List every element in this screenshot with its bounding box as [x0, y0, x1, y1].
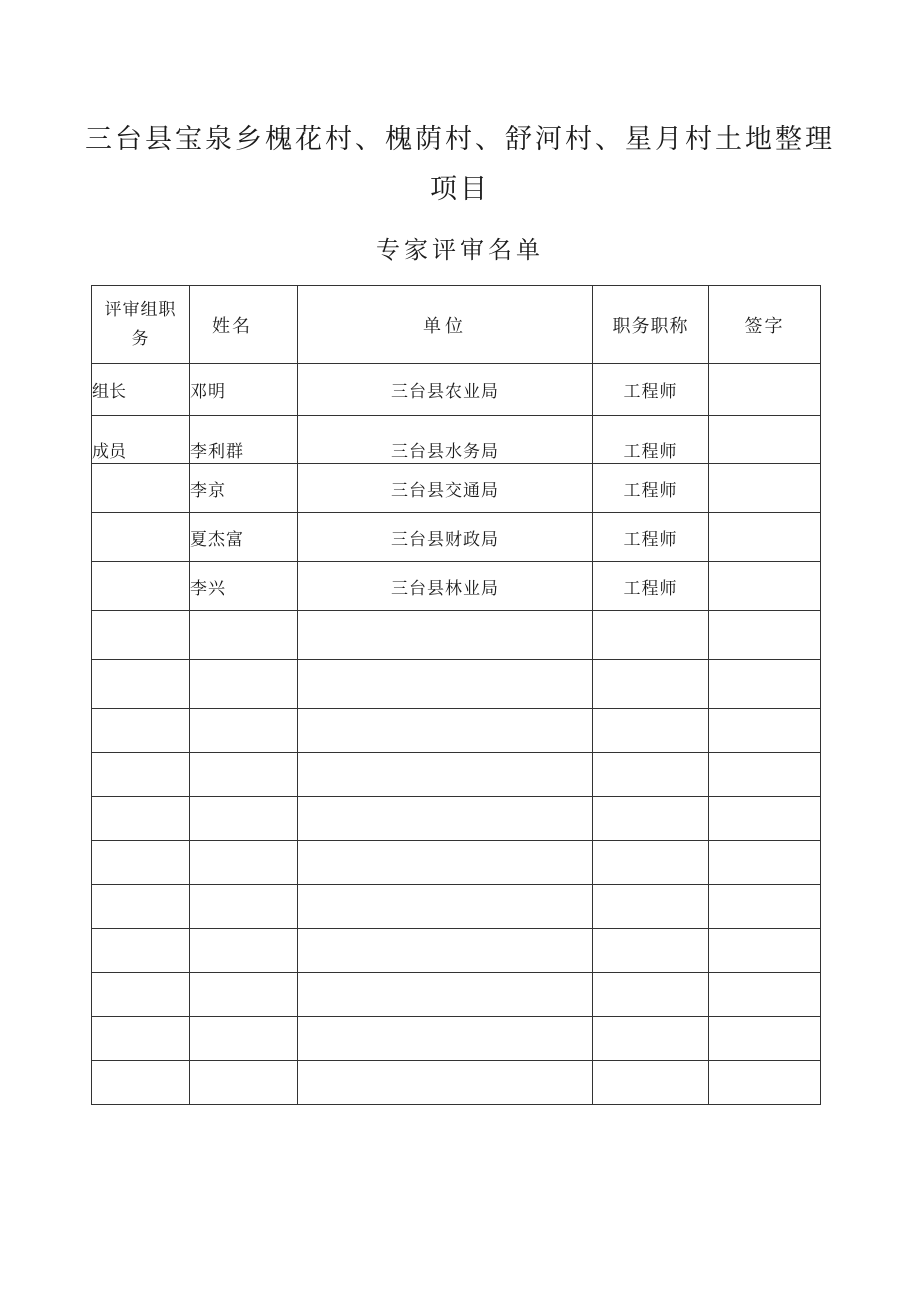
cell-role: 成员 — [92, 416, 190, 464]
cell-unit: 三台县交通局 — [298, 464, 593, 513]
document-title-line2: 项目 — [430, 174, 490, 205]
empty-cell[interactable] — [593, 1061, 709, 1105]
empty-cell[interactable] — [709, 660, 821, 709]
empty-cell[interactable] — [190, 660, 298, 709]
empty-cell[interactable] — [190, 753, 298, 797]
table-row — [92, 416, 821, 464]
table-header-row — [92, 286, 821, 364]
cell-role: 组长 — [92, 364, 190, 416]
empty-cell[interactable] — [709, 885, 821, 929]
empty-cell[interactable] — [709, 841, 821, 885]
empty-cell[interactable] — [92, 1061, 190, 1105]
empty-cell[interactable] — [298, 660, 593, 709]
empty-cell[interactable] — [298, 841, 593, 885]
empty-cell[interactable] — [593, 660, 709, 709]
empty-row — [92, 797, 821, 841]
empty-cell[interactable] — [190, 709, 298, 753]
cell-unit: 三台县水务局 — [298, 416, 593, 464]
empty-cell[interactable] — [190, 841, 298, 885]
cell-role — [92, 464, 190, 513]
empty-cell[interactable] — [190, 1017, 298, 1061]
empty-row — [92, 1017, 821, 1061]
empty-cell[interactable] — [593, 709, 709, 753]
empty-cell[interactable] — [593, 885, 709, 929]
empty-cell[interactable] — [298, 753, 593, 797]
empty-cell[interactable] — [593, 973, 709, 1017]
empty-cell[interactable] — [190, 973, 298, 1017]
empty-row — [92, 841, 821, 885]
cell-signature[interactable] — [709, 464, 821, 513]
empty-cell[interactable] — [92, 973, 190, 1017]
empty-cell[interactable] — [298, 611, 593, 660]
empty-row — [92, 929, 821, 973]
empty-cell[interactable] — [92, 660, 190, 709]
empty-cell[interactable] — [92, 1017, 190, 1061]
header-role — [92, 286, 190, 364]
document-title-line1: 三台县宝泉乡槐花村、槐荫村、舒河村、星月村土地整理 — [85, 124, 835, 155]
empty-cell[interactable] — [92, 797, 190, 841]
header-role-line1: 评审组职 — [104, 299, 177, 320]
cell-signature[interactable] — [709, 416, 821, 464]
cell-name: 李兴 — [190, 562, 298, 611]
empty-cell[interactable] — [190, 797, 298, 841]
empty-cell[interactable] — [593, 797, 709, 841]
table-row — [92, 513, 821, 562]
table-row — [92, 364, 821, 416]
cell-role — [92, 513, 190, 562]
empty-cell[interactable] — [298, 1061, 593, 1105]
empty-cell[interactable] — [92, 611, 190, 660]
cell-name: 李利群 — [190, 416, 298, 464]
header-name: 姓名 — [190, 286, 298, 364]
header-title: 职务职称 — [593, 286, 709, 364]
empty-cell[interactable] — [593, 753, 709, 797]
empty-cell[interactable] — [709, 753, 821, 797]
cell-unit: 三台县财政局 — [298, 513, 593, 562]
cell-signature[interactable] — [709, 513, 821, 562]
empty-row — [92, 709, 821, 753]
empty-cell[interactable] — [298, 1017, 593, 1061]
cell-title: 工程师 — [593, 464, 709, 513]
empty-cell[interactable] — [190, 1061, 298, 1105]
header-signature: 签字 — [709, 286, 821, 364]
empty-cell[interactable] — [298, 885, 593, 929]
empty-cell[interactable] — [709, 1061, 821, 1105]
empty-row — [92, 885, 821, 929]
cell-role — [92, 562, 190, 611]
empty-cell[interactable] — [190, 611, 298, 660]
empty-row — [92, 611, 821, 660]
empty-cell[interactable] — [92, 929, 190, 973]
empty-cell[interactable] — [298, 929, 593, 973]
cell-title: 工程师 — [593, 513, 709, 562]
empty-row — [92, 1061, 821, 1105]
empty-row — [92, 753, 821, 797]
cell-name: 夏杰富 — [190, 513, 298, 562]
cell-name: 邓明 — [190, 364, 298, 416]
cell-title: 工程师 — [593, 364, 709, 416]
empty-cell[interactable] — [709, 929, 821, 973]
cell-name: 李京 — [190, 464, 298, 513]
empty-cell[interactable] — [593, 1017, 709, 1061]
empty-cell[interactable] — [92, 709, 190, 753]
empty-cell[interactable] — [709, 973, 821, 1017]
empty-cell[interactable] — [298, 709, 593, 753]
cell-signature[interactable] — [709, 364, 821, 416]
cell-signature[interactable] — [709, 562, 821, 611]
document-subtitle: 专家评审名单 — [376, 236, 544, 264]
table-row — [92, 562, 821, 611]
cell-unit: 三台县农业局 — [298, 364, 593, 416]
empty-cell[interactable] — [709, 797, 821, 841]
empty-cell[interactable] — [92, 841, 190, 885]
empty-cell[interactable] — [190, 885, 298, 929]
empty-cell[interactable] — [92, 885, 190, 929]
empty-cell[interactable] — [593, 611, 709, 660]
cell-title: 工程师 — [593, 562, 709, 611]
cell-unit: 三台县林业局 — [298, 562, 593, 611]
empty-cell[interactable] — [593, 929, 709, 973]
empty-cell[interactable] — [709, 1017, 821, 1061]
empty-row — [92, 660, 821, 709]
empty-cell[interactable] — [593, 841, 709, 885]
header-role-line2: 务 — [131, 328, 150, 349]
empty-cell[interactable] — [709, 709, 821, 753]
empty-cell[interactable] — [92, 753, 190, 797]
cell-title: 工程师 — [593, 416, 709, 464]
header-unit: 单位 — [298, 286, 593, 364]
empty-cell[interactable] — [298, 973, 593, 1017]
empty-row — [92, 973, 821, 1017]
expert-review-table — [91, 285, 821, 1105]
empty-cell[interactable] — [709, 611, 821, 660]
table-row — [92, 464, 821, 513]
empty-cell[interactable] — [298, 797, 593, 841]
empty-cell[interactable] — [190, 929, 298, 973]
